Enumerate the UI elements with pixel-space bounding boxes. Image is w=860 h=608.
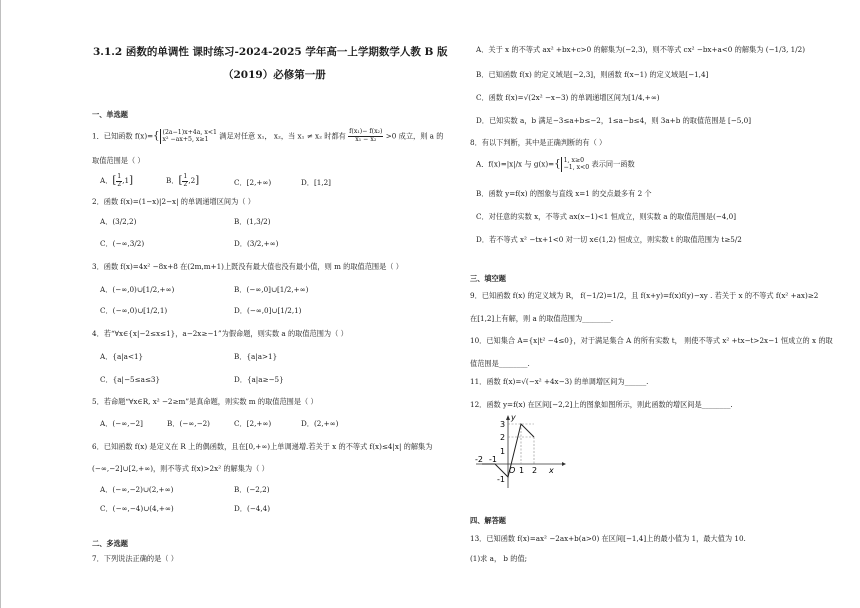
section-multi-choice: 二、多选题 — [92, 539, 128, 548]
q3-stem: 3．函数 f(x)=4x² −8x+8 在(2m,m+1)上既没有最大值也没有最小值，则 m 的取值范围是（ ） — [92, 262, 403, 271]
q1-stem: 1．已知函数 f(x)={ (2a−1)x+4a, x<1 x² −ax+5, x≥1 满足对任意 x₁， x₂，当 x₁ ≠ x₂ 时都有 $\frac{\text{f(x₁)− f(x₂)}}{\text{x₁ − x₂}}$ >0 成立，则 a 的 — [92, 128, 444, 144]
tick-x-2: 2 — [532, 466, 538, 475]
q4-option-b: B．{a|a>1} — [234, 352, 278, 361]
tick-x-1: 1 — [519, 466, 525, 475]
q7-option-a: A．关于 x 的不等式 ax² +bx+c>0 的解集为(−2,3)，则不等式 cx² −bx+a<0 的解集为 (−1/3, 1/2) — [476, 45, 806, 54]
q6-stem-line2: (−∞,−2]∪[2,+∞)，则不等式 f(x)>2x² 的解集为（ ） — [92, 464, 269, 473]
tick-y-neg1: -1 — [497, 475, 505, 484]
q1-stem-line2: 取值范围是（ ） — [92, 156, 145, 165]
q2-option-c: C．(−∞,3/2) — [100, 239, 145, 248]
x-axis-arrow-icon — [562, 462, 566, 466]
q8-option-a: A．f(x)=|x|/x 与 g(x)={ 1, x≥0 −1, x<0 表示同一函数 — [476, 157, 635, 172]
q11-line: 11．函数 f(x)=√(−x² +4x−3) 的单调增区间为______. — [470, 377, 649, 386]
y-axis-arrow-icon — [506, 415, 510, 420]
section-single-choice: 一、单选题 — [92, 110, 128, 119]
q10-line2: 值范围是________. — [470, 359, 530, 368]
doc-title-line1: 3.1.2 函数的单调性 课时练习-2024-2025 学年高一上学期数学人教 B 版 — [93, 46, 448, 58]
q1-option-b: B．[ $\frac{1}{2}$ ,2] — [166, 173, 200, 188]
q7-option-d: D．已知实数 a，b 满足−3≤a+b≤−2，1≤a−b≤4，则 3a+b 的取值范围是 [−5,0] — [476, 116, 752, 125]
q8-stem: 8．有以下判断，其中是正确判断的有（ ） — [470, 138, 607, 147]
doc-title-line2: （2019）必修第一册 — [223, 69, 326, 81]
q8-option-d: D．若不等式 x² −tx+1<0 对一切 x∈(1,2) 恒成立，则实数 t 的取值范围为 t≥5/2 — [476, 235, 742, 244]
tick-y-2: 2 — [500, 433, 506, 442]
q9-line2: 在[1,2]上有解，则 a 的取值范围为________. — [470, 314, 614, 323]
x-axis-label: x — [549, 466, 554, 475]
q13-line1: 13．已知函数 f(x)=ax² −2ax+b(a>0) 在区间[−1,4]上的最小值为 1，最大值为 10. — [470, 534, 746, 543]
q13-line2: (1)求 a， b 的值; — [470, 554, 528, 563]
q9-line1: 9．已知函数 f(x) 的定义域为 R， f(−1/2)=1/2，且 f(x+y)=f(x)f(y)−xy . 若关于 x 的不等式 f(x² +ax)≥2 — [470, 291, 819, 300]
function-graph — [470, 412, 570, 492]
q3-option-a: A．(−∞,0)∪[1/2,+∞) — [100, 285, 175, 294]
q4-stem: 4．若“∀x∈{x|−2≤x≤1}，a−2x≥−1”为假命题，则实数 a 的取值范围为（ ） — [92, 329, 348, 338]
q3-option-d: D．(−∞,0]∪[1/2,1) — [234, 306, 302, 315]
q2-stem: 2．函数 f(x)=(1−x)|2−x| 的单调递增区间为（ ） — [92, 197, 255, 206]
q1-fraction: $\frac{\text{f(x₁)− f(x₂)}}{\text{x₁ − x₂}}$ — [349, 128, 383, 143]
q2-option-d: D．(3/2,+∞) — [234, 239, 279, 248]
q3-option-c: C．(−∞,0)∪[1/2,1) — [100, 306, 168, 315]
q4-option-c: C．{a|−5≤a≤3} — [100, 375, 161, 384]
section-solve: 四、解答题 — [470, 516, 506, 525]
q5-option-a: A．(−∞,−2] — [100, 419, 143, 428]
q12-line: 12．函数 y=f(x) 在区间[−2,2]上的图象如图所示，则此函数的增区间是________. — [470, 400, 733, 409]
q2-option-a: A．(3/2,2) — [100, 217, 137, 226]
q1-option-d: D．[1,2] — [301, 178, 331, 187]
y-axis-label: y — [511, 413, 516, 422]
q5-option-c: C．[2,+∞) — [234, 419, 272, 428]
q7-option-c: C．函数 f(x)=√(2x² −x−3) 的单调递增区间为[1/4,+∞) — [476, 93, 660, 102]
q5-stem: 5．若命题“∀x∈R, x² −2≥m”是真命题，则实数 m 的取值范围是（ ） — [92, 397, 318, 406]
q5-option-d: D．(2,+∞) — [301, 419, 339, 428]
q8-option-b: B．函数 y=f(x) 的图象与直线 x=1 的交点最多有 2 个 — [476, 189, 652, 198]
tick-y-3: 3 — [500, 420, 506, 429]
q1-option-a: A．[ $\frac{1}{2}$ ,1] — [100, 173, 133, 188]
q4-option-d: D．{a|a≥−5} — [234, 375, 284, 384]
q6-option-a: A．(−∞,−2)∪(2,+∞) — [100, 485, 174, 494]
q10-line1: 10．已知集合 A={x|t² −4≤0}，对于满足集合 A 的所有实数 t， 则使不等式 x² +tx−t>2x−1 恒成立的 x 的取 — [470, 336, 833, 345]
page-border — [0, 0, 1, 608]
q6-option-c: C．(−∞,−4)∪(4,+∞) — [100, 504, 174, 513]
section-fill-in: 三、填空题 — [470, 274, 506, 283]
q6-option-b: B．(−2,2) — [234, 485, 270, 494]
tick-x-neg1: -1 — [489, 455, 497, 464]
q5-option-b: B．(−∞,−2) — [167, 419, 210, 428]
q3-option-b: B．(−∞,0]∪[1/2,+∞) — [234, 285, 309, 294]
tick-y-1: 1 — [500, 447, 506, 456]
q6-stem-line1: 6．已知函数 f(x) 是定义在 R 上的偶函数，且在[0,+∞)上单调递增.若关于 x 的不等式 f(x)≤4|x| 的解集为 — [92, 442, 433, 451]
tick-x-neg2: -2 — [475, 455, 483, 464]
q6-option-d: D．(−4,4) — [234, 504, 271, 513]
q8-option-c: C．对任意的实数 x，不等式 ax(x−1)<1 恒成立，则实数 a 的取值范围是(−4,0] — [476, 212, 737, 221]
origin-label: O — [509, 466, 516, 475]
q4-option-a: A．{a|a<1} — [100, 352, 144, 361]
q1-option-c: C．[2,+∞) — [234, 178, 272, 187]
q1-piecewise: (2a−1)x+4a, x<1 x² −ax+5, x≥1 — [160, 129, 217, 144]
q7-option-b: B．已知函数 f(x) 的定义域是[−2,3]，则函数 f(x−1) 的定义域是[−1,4] — [476, 70, 709, 79]
q2-option-b: B．(1,3/2) — [234, 217, 271, 226]
q7-stem: 7．下列说法正确的是（ ） — [92, 554, 178, 563]
